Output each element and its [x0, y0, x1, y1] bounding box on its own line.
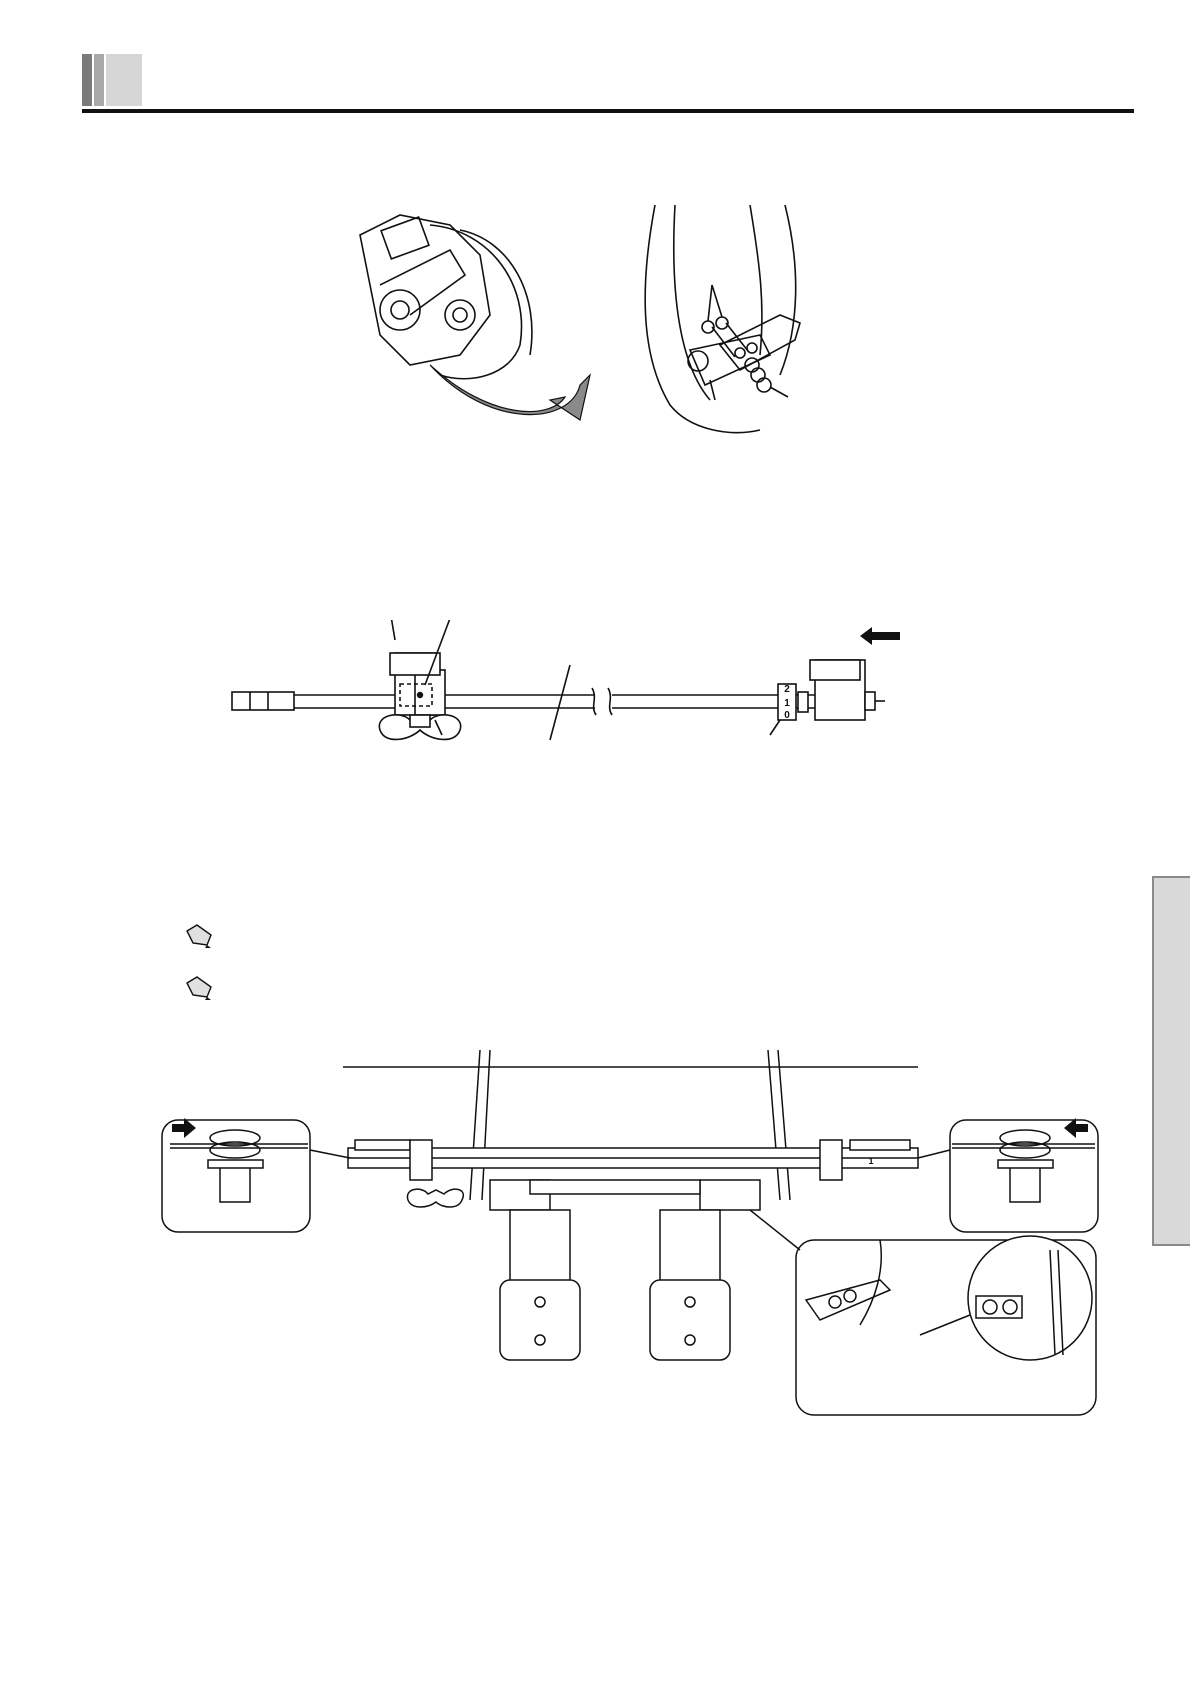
weight-right — [650, 1280, 730, 1360]
collar-digit-mid: 1 — [784, 698, 790, 709]
rotation-arrow — [430, 365, 590, 420]
stopper-digit: 1 — [868, 1156, 874, 1166]
collar-digit-top: 2 — [784, 684, 790, 695]
figure-cart-assembly — [160, 1040, 1100, 1420]
header-rule — [82, 109, 1134, 113]
collar-digits — [784, 684, 790, 721]
figure-flange-bracket — [340, 205, 860, 460]
rod-end-cap — [232, 692, 294, 710]
figure-rod-assembly — [220, 620, 940, 780]
section-header-bars — [82, 54, 142, 106]
wing-nut-lower — [407, 1189, 463, 1207]
header-bar-light — [106, 54, 142, 106]
collar-digit-bottom: 0 — [784, 710, 790, 721]
weight-left — [500, 1280, 580, 1360]
pencil-note-icon — [185, 975, 215, 1001]
header-bar-mid — [94, 54, 104, 106]
header-bar-dark — [82, 54, 92, 106]
pencil-note-icon — [185, 923, 215, 949]
arrow-left-icon — [860, 627, 900, 645]
chapter-side-tab — [1152, 876, 1190, 1246]
